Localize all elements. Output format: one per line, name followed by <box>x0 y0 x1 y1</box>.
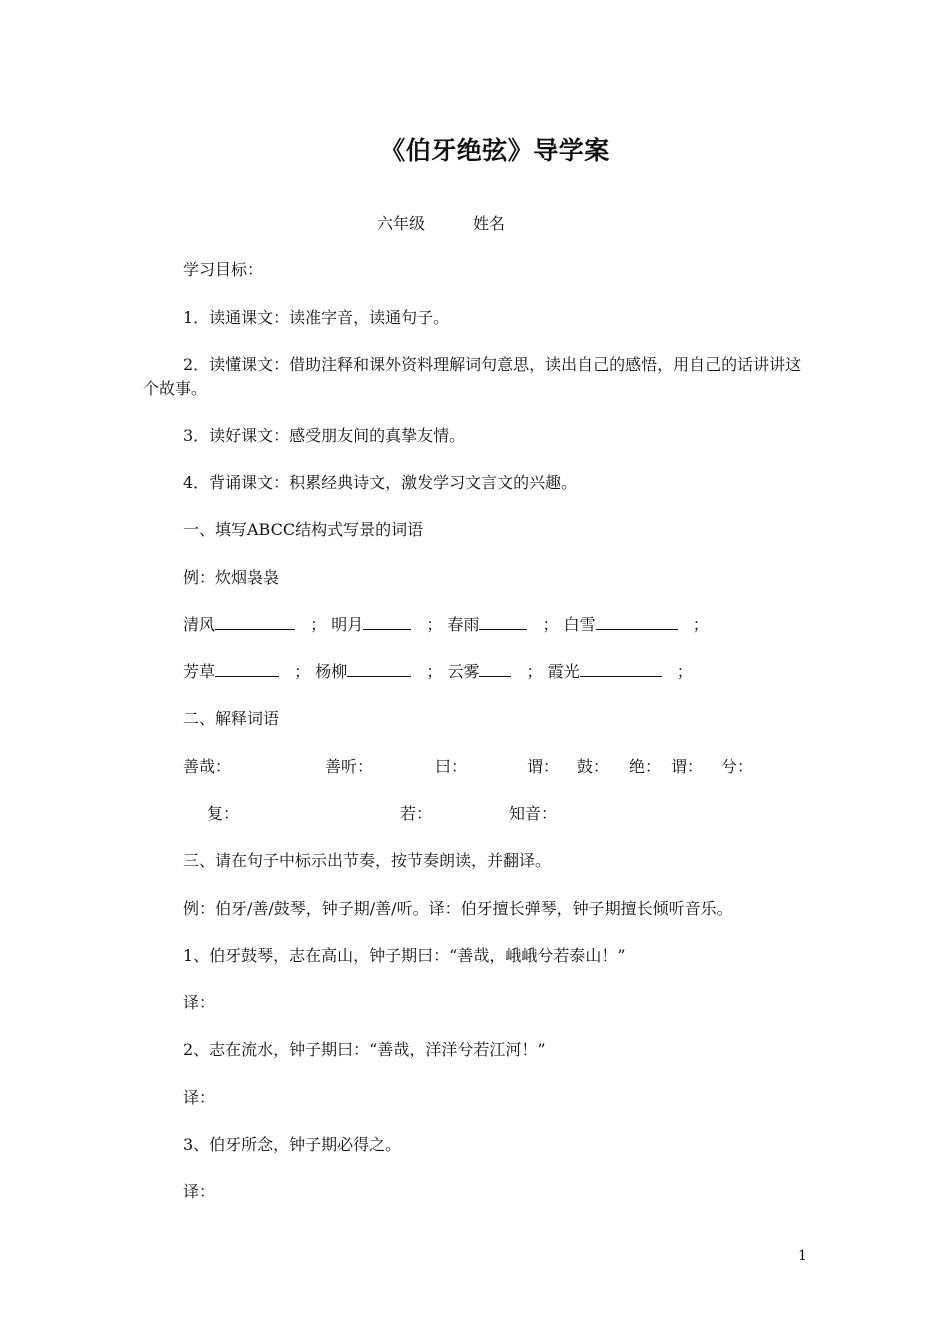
section1-heading: 一、填写ABCC结构式写景的词语 <box>183 520 424 539</box>
explain-term: 曰： <box>435 757 468 776</box>
separator: ； <box>526 662 543 681</box>
fill-word: 云雾 <box>447 662 480 681</box>
fill-blank[interactable] <box>479 660 511 677</box>
objectives-heading: 学习目标： <box>183 260 264 279</box>
separator: ； <box>294 662 311 681</box>
fill-blank[interactable] <box>580 660 662 677</box>
separator: ； <box>676 662 693 681</box>
page-number: 1 <box>798 1248 807 1264</box>
fill-blank[interactable] <box>215 613 295 630</box>
explain-term: 绝： <box>629 757 662 776</box>
separator: ； <box>310 615 327 634</box>
objective-item-1: 1．读通课文：读准字音，读通句子。 <box>183 308 450 327</box>
fill-blank[interactable] <box>479 613 527 630</box>
explain-row-1 <box>183 755 753 779</box>
fill-word: 明月 <box>331 615 364 634</box>
fill-blank[interactable] <box>363 613 411 630</box>
fill-blank[interactable] <box>215 660 279 677</box>
separator: ； <box>426 615 443 634</box>
fill-row-1 <box>183 613 709 637</box>
sentence-item-2: 2、志在流水，钟子期曰：“善哉，洋洋兮若江河！” <box>183 1040 546 1059</box>
explain-term: 兮： <box>721 757 754 776</box>
separator: ； <box>692 615 709 634</box>
section3-heading: 三、请在句子中标示出节奏，按节奏朗读，并翻译。 <box>183 851 552 870</box>
header-info <box>377 211 505 234</box>
explain-term: 复： <box>207 804 240 823</box>
explain-term: 善哉： <box>183 757 232 776</box>
fill-blank[interactable] <box>347 660 411 677</box>
objective-item-4: 4．背诵课文：积累经典诗文，激发学习文言文的兴趣。 <box>183 473 578 492</box>
fill-word: 芳草 <box>183 662 216 681</box>
explain-term: 谓： <box>527 757 560 776</box>
objective-item-2: 2．读懂课文：借助注释和课外资料理解词句意思，读出自己的感悟，用自己的话讲讲这个故事。 <box>143 355 802 398</box>
fill-word: 春雨 <box>447 615 480 634</box>
translate-label-3: 译： <box>183 1182 216 1201</box>
explain-term: 善听： <box>325 757 374 776</box>
translate-label-1: 译： <box>183 993 216 1012</box>
explain-term: 谓： <box>671 757 704 776</box>
fill-word: 白雪 <box>563 615 596 634</box>
sentence-item-3: 3、伯牙所念，钟子期必得之。 <box>183 1135 402 1154</box>
name-label: 姓名 <box>473 214 506 233</box>
fill-row-2 <box>183 660 693 684</box>
section1-example: 例：炊烟袅袅 <box>183 568 280 587</box>
fill-word: 杨柳 <box>315 662 348 681</box>
explain-term: 知音： <box>509 804 558 823</box>
explain-term: 鼓： <box>577 757 610 776</box>
objective-item-3: 3．读好课文：感受朋友间的真挚友情。 <box>183 426 466 445</box>
fill-blank[interactable] <box>596 613 678 630</box>
fill-word: 霞光 <box>547 662 580 681</box>
section2-heading: 二、解释词语 <box>183 709 280 728</box>
section3-example: 例：伯牙/善/鼓琴，钟子期/善/听。译：伯牙擅长弹琴，钟子期擅长倾听音乐。 <box>183 899 733 918</box>
sentence-item-1: 1、伯牙鼓琴，志在高山，钟子期曰：“善哉，峨峨兮若泰山！” <box>183 946 626 965</box>
fill-word: 清风 <box>183 615 216 634</box>
explain-row-2 <box>207 802 557 826</box>
grade-label: 六年级 <box>377 214 426 233</box>
separator: ； <box>542 615 559 634</box>
separator: ； <box>426 662 443 681</box>
explain-term: 若： <box>400 804 433 823</box>
page-title: 《伯牙绝弦》导学案 <box>380 136 610 165</box>
translate-label-2: 译： <box>183 1088 216 1107</box>
